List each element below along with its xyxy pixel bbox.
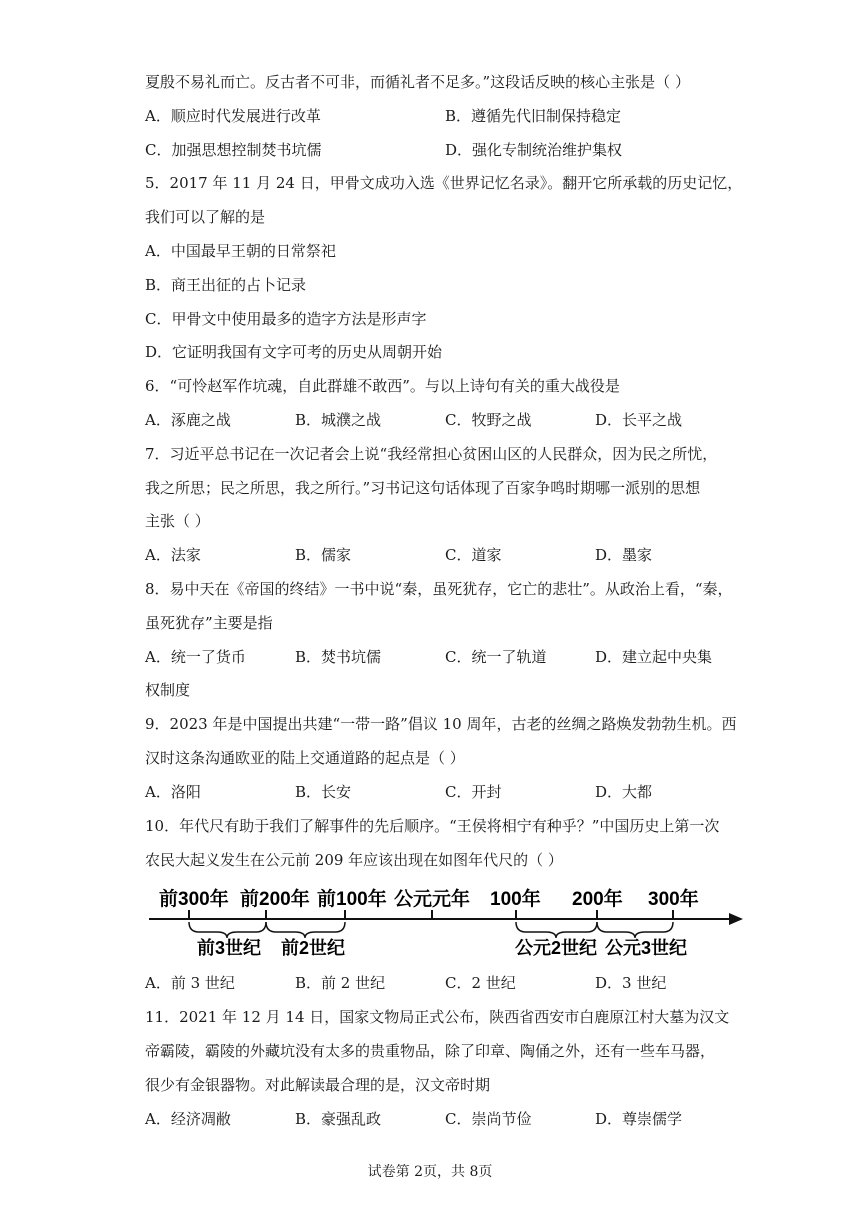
q10-option-c: C．2 世纪 [445, 974, 516, 992]
q8-option-d: D．建立起中央集 [595, 648, 713, 666]
q6-option-b: B．城濮之战 [295, 411, 382, 429]
q9-option-c: C．开封 [445, 783, 502, 801]
q5-option-a: A．中国最早王朝的日常祭祀 [145, 242, 336, 260]
q10-stem-line2: 农民大起义发生在公元前 209 年应该出现在如图年代尺的（ ） [145, 851, 563, 869]
q4-option-a: A．顺应时代发展进行改革 [145, 107, 321, 125]
q10-option-d: D．3 世纪 [595, 974, 667, 992]
q7-stem-line3: 主张（ ） [145, 512, 210, 530]
q4-option-b: B．遵循先代旧制保持稳定 [445, 107, 622, 125]
q8-option-b: B．焚书坑儒 [295, 648, 382, 666]
q9-option-b: B．长安 [295, 783, 352, 801]
timeline-tick-label: 公元元年 [394, 889, 471, 910]
q5-option-c: C．甲骨文中使用最多的造字方法是形声字 [145, 310, 427, 328]
q7-stem-line2: 我之所思；民之所思，我之所行。”习书记这句话体现了百家争鸣时期哪一派别的思想 [145, 479, 701, 497]
q6-option-a: A．涿鹿之战 [145, 411, 231, 429]
q4-stem: 夏殷不易礼而亡。反古者不可非，而循礼者不足多。”这段话反映的核心主张是（ ） [145, 73, 690, 91]
arrow-right-icon [729, 913, 743, 925]
q11-stem-line2: 帝霸陵，霸陵的外藏坑没有太多的贵重物品，除了印章、陶俑之外，还有一些车马器， [145, 1042, 716, 1060]
q4-option-c: C．加强思想控制焚书坑儒 [145, 141, 322, 159]
q7-option-c: C．道家 [445, 546, 502, 564]
timeline-tick-label: 前300年 [159, 889, 229, 910]
q8-option-c: C．统一了轨道 [445, 648, 547, 666]
q6-option-d: D．长平之战 [595, 411, 683, 429]
timeline-figure [145, 880, 745, 960]
q8-stem-line2: 虽死犹存”主要是指 [145, 614, 273, 632]
q7-option-d: D．墨家 [595, 546, 653, 564]
q5-stem-line2: 我们可以了解的是 [145, 208, 266, 226]
q11-stem-line3: 很少有金银器物。对此解读最合理的是，汉文帝时期 [145, 1076, 491, 1094]
q11-option-c: C．崇尚节俭 [445, 1110, 532, 1128]
q9-option-a: A．洛阳 [145, 783, 201, 801]
q11-option-b: B．豪强乱政 [295, 1110, 382, 1128]
q11-option-a: A．经济凋敝 [145, 1110, 231, 1128]
q4-option-d: D．强化专制统治维护集权 [445, 141, 623, 159]
q8-option-d-continued: 权制度 [145, 681, 191, 699]
q8-option-a: A．统一了货币 [145, 648, 246, 666]
q10-option-a: A．前 3 世纪 [145, 974, 235, 992]
q5-stem-line1: 5．2017 年 11 月 24 日，甲骨文成功入选《世界记忆名录》。翻开它所承载的历史记忆， [145, 174, 743, 192]
q9-stem-line2: 汉时这条沟通欧亚的陆上交通道路的起点是（ ） [145, 749, 465, 767]
q10-option-b: B．前 2 世纪 [295, 974, 386, 992]
timeline-tick-label: 100年 [490, 889, 541, 910]
timeline-braces [189, 922, 673, 938]
q8-stem-line1: 8．易中天在《帝国的终结》一书中说“秦，虽死犹存，它亡的悲壮”。从政治上看，“秦， [145, 580, 733, 598]
q7-stem-line1: 7．习近平总书记在一次记者会上说“我经常担心贫困山区的人民群众，因为民之所忧， [145, 445, 718, 463]
q9-option-d: D．大都 [595, 783, 653, 801]
q5-option-d: D．它证明我国有文字可考的历史从周朝开始 [145, 343, 443, 361]
timeline-tick-label: 前100年 [317, 889, 387, 910]
timeline-ticks [189, 910, 673, 919]
timeline-span-label: 前3世纪 [197, 938, 262, 958]
q10-stem-line1: 10．年代尺有助于我们了解事件的先后顺序。“王侯将相宁有种乎？”中国历史上第一次 [145, 817, 720, 835]
q11-stem-line1: 11．2021 年 12 月 14 日，国家文物局正式公布，陕西省西安市白鹿原江村大墓为汉文 [145, 1008, 730, 1026]
timeline-span-label: 公元2世纪 [515, 938, 598, 958]
q9-stem-line1: 9．2023 年是中国提出共建“一带一路”倡议 10 周年，古老的丝绸之路焕发勃勃生机。西 [145, 715, 737, 733]
timeline-span-label: 前2世纪 [281, 938, 346, 958]
q5-option-b: B．商王出征的占卜记录 [145, 276, 307, 294]
timeline-tick-label: 200年 [572, 889, 623, 910]
q7-option-a: A．法家 [145, 546, 201, 564]
timeline-tick-label: 前200年 [240, 889, 310, 910]
q7-option-b: B．儒家 [295, 546, 352, 564]
page-footer: 试卷第 2页，共 8页 [367, 1164, 493, 1180]
q6-option-c: C．牧野之战 [445, 411, 532, 429]
q11-option-d: D．尊崇儒学 [595, 1110, 683, 1128]
timeline-span-label: 公元3世纪 [605, 938, 688, 958]
q6-stem: 6．“可怜赵军作坑魂，自此群雄不敢西”。与以上诗句有关的重大战役是 [145, 377, 620, 395]
timeline-tick-label: 300年 [648, 889, 699, 910]
